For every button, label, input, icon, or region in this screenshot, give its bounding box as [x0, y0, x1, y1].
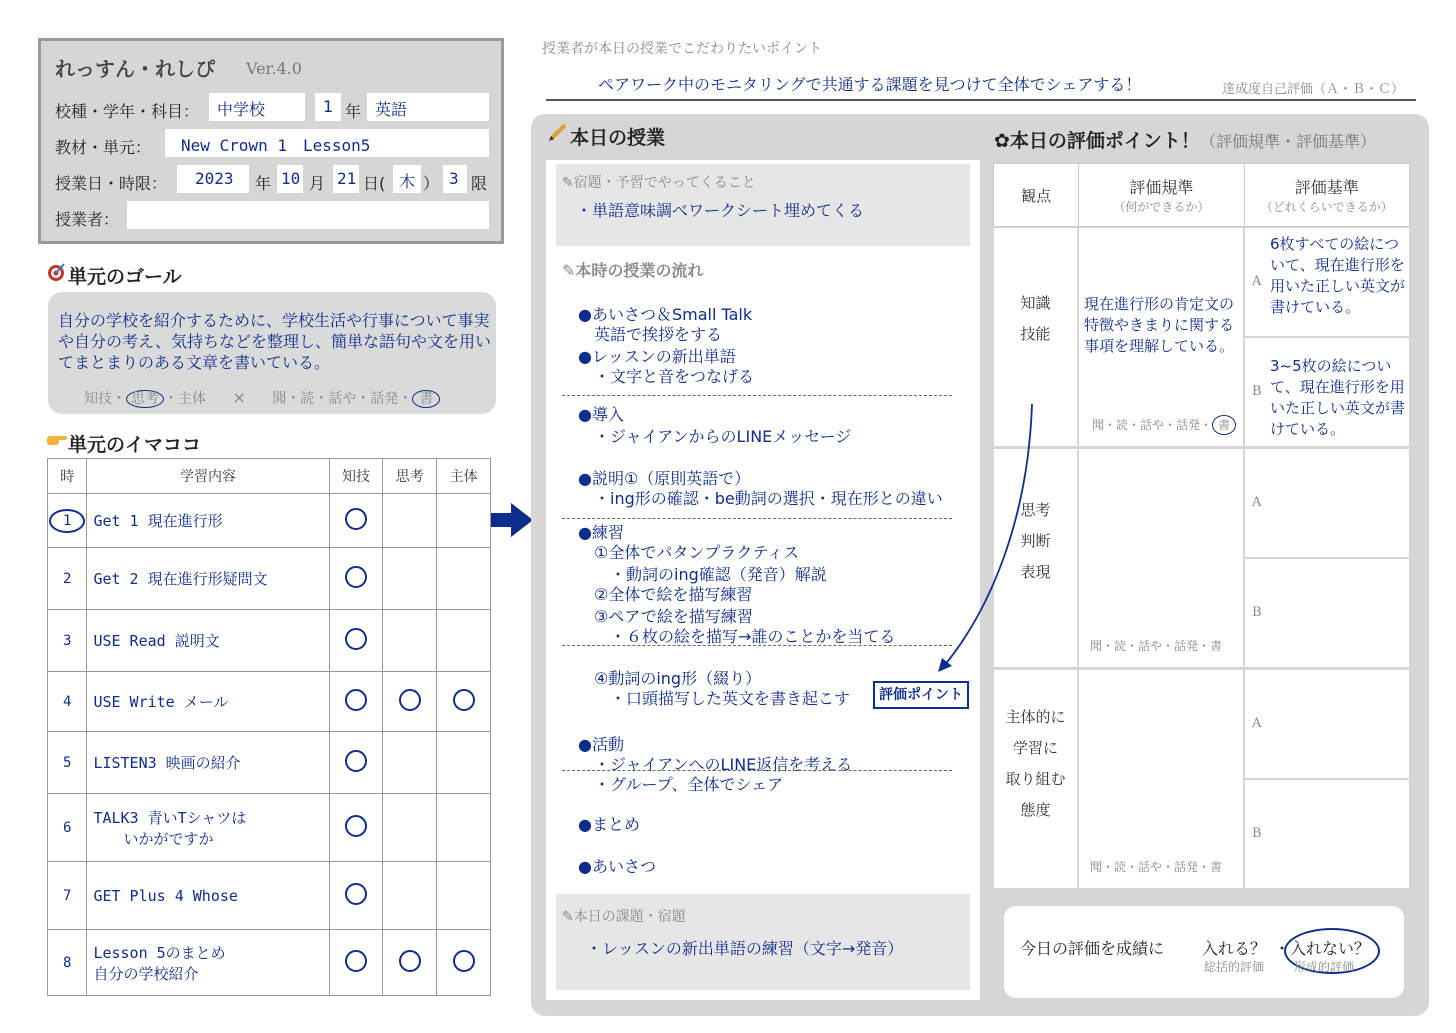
eval-col-criteria-sub: （何ができるか） — [1113, 200, 1210, 214]
flow-divider-3 — [562, 645, 952, 646]
eval-point-tag: 評価ポイント — [873, 681, 969, 709]
grade-dot: ・ — [1274, 939, 1291, 958]
row-c3-cell — [437, 672, 491, 732]
flow-item: ・文字と音をつなげる — [578, 367, 755, 386]
eval-col-criteria-title: 評価規準 — [1129, 178, 1194, 197]
homework-text: ・レッスンの新出単語の練習（文字→発音） — [586, 939, 904, 958]
eval-a-label: A — [1252, 716, 1262, 731]
target-icon — [46, 262, 66, 282]
row-number — [48, 548, 87, 610]
teacher-label: 授業者： — [55, 210, 120, 229]
grade-option-2[interactable]: 入れない？ — [1290, 939, 1371, 958]
row-number — [48, 494, 87, 548]
table-row — [48, 494, 491, 548]
circle-mark-icon — [399, 689, 421, 711]
circle-mark-icon — [345, 508, 367, 530]
grade-option-2-sub: 形成的評価 — [1294, 960, 1355, 974]
imakoko-heading: 単元のイマココ — [68, 434, 202, 456]
flow-item: ●レッスンの新出単語 — [578, 347, 736, 366]
row-number-text: 7 — [63, 887, 72, 904]
row-c2-cell — [383, 672, 437, 732]
eval-viewpoint — [994, 288, 1077, 350]
pointing-hand-icon — [46, 430, 68, 448]
col-shikou: 思考 — [383, 459, 437, 494]
goal-tags — [84, 388, 440, 408]
row-c1-cell — [329, 610, 383, 672]
lesson-heading: 本日の授業 — [570, 127, 666, 149]
eval-b-text: 3~5枚の絵について、現在進行形を用いた正しい英文が書けている。 — [1270, 357, 1406, 438]
flow-divider-4 — [562, 770, 952, 771]
grade-option-1[interactable]: 入れる？ — [1202, 939, 1267, 958]
flow-item: ●まとめ — [578, 815, 640, 834]
circle-mark-icon — [453, 689, 475, 711]
homework-label-text: 本日の課題・宿題 — [573, 909, 686, 925]
flow-item: ・ジャイアンからのLINEメッセージ — [578, 427, 852, 446]
row-c3-cell — [437, 548, 491, 610]
grade-field[interactable]: 1 — [315, 93, 341, 121]
eval-heading: ✿本日の評価ポイント！（評価規準・評価基準） — [994, 130, 1376, 152]
eval-skills-circled: 書 — [1212, 415, 1236, 435]
row-number-text: 2 — [63, 570, 72, 587]
prep-text: ・単語意味調べワークシート埋めてくる — [576, 201, 865, 220]
flow-divider-1 — [562, 395, 952, 396]
eval-standard-a-cell — [1245, 670, 1409, 778]
row-content: LISTEN3 映画の紹介 — [87, 732, 329, 794]
eval-viewpoint-line: 知識 — [1020, 294, 1051, 312]
eval-criteria-cell — [1079, 449, 1243, 667]
row-c1-cell — [329, 548, 383, 610]
row-c3-cell — [437, 732, 491, 794]
tag-chigi: 知技・ — [84, 391, 126, 407]
focus-text: ペアワーク中のモニタリングで共通する課題を見つけて全体でシェアする！ — [598, 75, 1142, 94]
circle-mark-icon — [453, 950, 475, 972]
col-shutai: 主体 — [437, 459, 491, 494]
eval-a-text: 6枚すべての絵について、現在進行形を用いた正しい英文が書けている。 — [1270, 235, 1406, 316]
row-c3-cell — [437, 494, 491, 548]
imakoko-table — [47, 458, 491, 996]
row-c2-cell — [383, 548, 437, 610]
row-content: USE Write メール — [87, 672, 329, 732]
flow-item: ●練習 — [578, 523, 624, 542]
row-number — [48, 930, 87, 996]
eval-heading-sub: （評価規準・評価基準） — [1199, 132, 1376, 151]
tag-write-circled: 書 — [412, 390, 440, 408]
eval-heading-text: 本日の評価ポイント！ — [1009, 130, 1200, 152]
row-number-text: 3 — [63, 632, 72, 649]
focus-divider — [546, 99, 1416, 101]
curved-arrow-icon — [930, 400, 1040, 680]
eval-criteria-text: 現在進行形の肯定文の特徴やきまりに関する事項を理解している。 — [1084, 295, 1235, 355]
flow-item: ①全体でパタンプラクティス — [578, 543, 800, 562]
table-row — [48, 794, 491, 862]
material-label: 教材・単元： — [55, 138, 152, 157]
eval-viewpoint-line: 思考 — [1020, 501, 1051, 519]
eval-table — [993, 163, 1410, 227]
row-number-text: 4 — [63, 693, 72, 710]
imakoko-header-row — [48, 459, 491, 494]
focus-label: 授業者が本日の授業でこだわりたいポイント — [542, 41, 822, 57]
eval-standard-b-cell — [1245, 559, 1409, 667]
circle-mark-icon — [345, 750, 367, 772]
row-c1-cell — [329, 862, 383, 930]
eval-viewpoint-line: 技能 — [1020, 325, 1051, 343]
circle-mark-icon — [399, 950, 421, 972]
date-period-label: 授業日・時限： — [55, 174, 168, 193]
weekday-field[interactable]: 木 — [393, 165, 421, 193]
circle-mark-icon — [345, 815, 367, 837]
month-unit: 月 — [309, 174, 326, 193]
flow-item: ●説明①（原則英語で） — [578, 469, 751, 488]
eval-col-standard — [1244, 164, 1409, 227]
row-content: Lesson 5のまとめ 自分の学校紹介 — [87, 930, 329, 996]
table-row — [48, 732, 491, 794]
row-number — [48, 672, 87, 732]
col-content: 学習内容 — [87, 459, 329, 494]
flow-item: ②全体で絵を描写練習 — [578, 585, 753, 604]
eval-skills: 聞・読・話や・話発・書 — [1090, 860, 1223, 874]
row-c2-cell — [383, 862, 437, 930]
flow-item: ●活動 — [578, 735, 624, 754]
row-content: GET Plus 4 Whose — [87, 862, 329, 930]
day-field[interactable]: 21 — [333, 165, 359, 193]
version-label: Ver.4.0 — [246, 59, 302, 78]
eval-viewpoint-line: 態度 — [1020, 801, 1051, 819]
weekday-close: ） — [423, 174, 440, 193]
flow-item: ・動詞のing確認（発音）解説 — [578, 565, 827, 584]
flow-item: ・６枚の絵を描写→誰のことかを当てる — [578, 627, 896, 646]
flow-item: ●あいさつ — [578, 857, 656, 876]
eval-viewpoint-line: 学習に — [1012, 739, 1058, 757]
row-number — [48, 610, 87, 672]
year-unit: 年 — [255, 174, 272, 193]
table-row — [48, 672, 491, 732]
school-grade-subject-label: 校種・学年・科目： — [55, 102, 200, 121]
pencil-hand-icon — [548, 122, 568, 142]
eval-skills: 聞・読・話や・話発・書 — [1090, 639, 1223, 653]
eval-b-label: B — [1252, 826, 1262, 841]
flow-item: ・グループ、全体でシェア — [578, 775, 784, 794]
homework-label: ✎本日の課題・宿題 — [562, 909, 686, 925]
table-row — [48, 548, 491, 610]
eval-viewpoint-line: 判断 — [1020, 532, 1051, 550]
eval-b-label: B — [1252, 605, 1262, 620]
circle-mark-icon — [345, 950, 367, 972]
eval-skills — [1092, 416, 1236, 433]
period-unit: 限 — [471, 174, 488, 193]
self-eval-label: 達成度自己評価（Ａ・Ｂ・Ｃ） — [1222, 82, 1405, 97]
row-number-text: 6 — [63, 819, 72, 836]
goal-text: 自分の学校を紹介するために、学校生活や行事について事実や自分の考え、気持ちなどを整理し、簡単な語句や文を用いてまとまりのある文章を書いている。 — [58, 311, 491, 372]
teacher-field[interactable] — [127, 201, 489, 229]
col-chigi: 知技 — [329, 459, 383, 494]
row-c2-cell — [383, 930, 437, 996]
eval-a-label: A — [1252, 495, 1262, 510]
eval-criteria-cell — [1079, 670, 1243, 888]
eval-col-viewpoint: 観点 — [994, 164, 1079, 227]
period-field[interactable]: 3 — [443, 165, 467, 193]
row-c2-cell — [383, 732, 437, 794]
row-c1-cell — [329, 672, 383, 732]
flow-label-text: 本時の授業の流れ — [575, 261, 704, 280]
row-c2-cell — [383, 794, 437, 862]
flow-label: ✎本時の授業の流れ — [562, 261, 704, 280]
row-c3-cell — [437, 610, 491, 672]
eval-header-row — [994, 164, 1410, 227]
row-content: Get 2 現在進行形疑問文 — [87, 548, 329, 610]
times-symbol: × — [232, 388, 246, 407]
flow-divider-2 — [562, 518, 952, 519]
row-c3-cell — [437, 794, 491, 862]
row-number — [48, 862, 87, 930]
eval-viewpoint — [994, 702, 1077, 826]
circle-mark-icon — [345, 689, 367, 711]
row-c1-cell — [329, 930, 383, 996]
grade-unit: 年 — [345, 102, 362, 121]
flow-item: 英語で挨拶をする — [578, 325, 723, 344]
flow-item: ・口頭描写した英文を書き起こす — [578, 689, 851, 708]
row-c2-cell — [383, 494, 437, 548]
row-c1-cell — [329, 794, 383, 862]
eval-viewpoint-line: 表現 — [1020, 563, 1051, 581]
goal-heading: 単元のゴール — [68, 266, 182, 288]
flow-item: ・ing形の確認・be動詞の選択・現在形との違い — [578, 489, 943, 508]
subject-field[interactable]: 英語 — [367, 93, 489, 121]
circle-mark-icon — [345, 628, 367, 650]
row-c1-cell — [329, 732, 383, 794]
eval-col-standard-title: 評価基準 — [1294, 178, 1359, 197]
lesson-info-box — [38, 38, 504, 244]
flow-item: ③ペアで絵を描写練習 — [578, 607, 753, 626]
prep-label: ✎宿題・予習でやってくること — [562, 175, 756, 191]
app-title: れっすん・れしぴ — [55, 57, 215, 81]
right-arrow-icon — [491, 503, 533, 537]
eval-viewpoint-line: 主体的に — [1005, 708, 1066, 726]
year-field[interactable]: 2023 — [177, 165, 249, 193]
row-number-text: 1 — [49, 509, 85, 533]
tag-shutai: ・主体 — [164, 391, 206, 407]
row-c1-cell — [329, 494, 383, 548]
school-type-field[interactable]: 中学校 — [209, 93, 305, 121]
row-content: Get 1 現在進行形 — [87, 494, 329, 548]
table-row — [48, 610, 491, 672]
row-number-text: 5 — [63, 754, 72, 771]
eval-col-criteria — [1079, 164, 1244, 227]
eval-col-standard-sub: （どれくらいできるか） — [1260, 200, 1393, 214]
row-content: TALK3 青いTシャツは いかがですか — [87, 794, 329, 862]
row-c2-cell — [383, 610, 437, 672]
row-c3-cell — [437, 930, 491, 996]
grade-question: 今日の評価を成績に — [1020, 939, 1165, 958]
circle-mark-icon — [345, 883, 367, 905]
tag-shikou-circled: 思考 — [126, 390, 164, 408]
row-content: USE Read 説明文 — [87, 610, 329, 672]
eval-skills-text: 聞・読・話や・話発・ — [1092, 418, 1213, 432]
flow-item: ・ジャイアンへのLINE返信を考える — [578, 755, 853, 774]
grade-option-1-sub: 総括的評価 — [1204, 960, 1265, 974]
day-unit: 日( — [363, 174, 386, 193]
eval-b-label: B — [1252, 384, 1262, 399]
eval-standard-a-cell — [1245, 449, 1409, 557]
circle-mark-icon — [345, 566, 367, 588]
eval-standard-b-cell — [1245, 780, 1409, 888]
row-number-text: 8 — [63, 954, 72, 971]
flow-item: ●導入 — [578, 405, 624, 424]
month-field[interactable]: 10 — [277, 165, 303, 193]
material-field[interactable]: New Crown 1 Lesson5 — [165, 129, 489, 157]
row-number — [48, 732, 87, 794]
table-row — [48, 930, 491, 996]
tag-skills: 聞・読・話や・話発・ — [272, 391, 413, 407]
row-number — [48, 794, 87, 862]
col-period: 時 — [48, 459, 87, 494]
flow-item: ●あいさつ＆Small Talk — [578, 305, 753, 324]
row-c3-cell — [437, 862, 491, 930]
prep-label-text: 宿題・予習でやってくること — [573, 175, 756, 191]
eval-a-label: A — [1252, 274, 1262, 289]
eval-viewpoint-line: 取り組む — [1005, 770, 1066, 788]
flow-item: ④動詞のing形（綴り） — [578, 669, 762, 688]
table-row — [48, 862, 491, 930]
